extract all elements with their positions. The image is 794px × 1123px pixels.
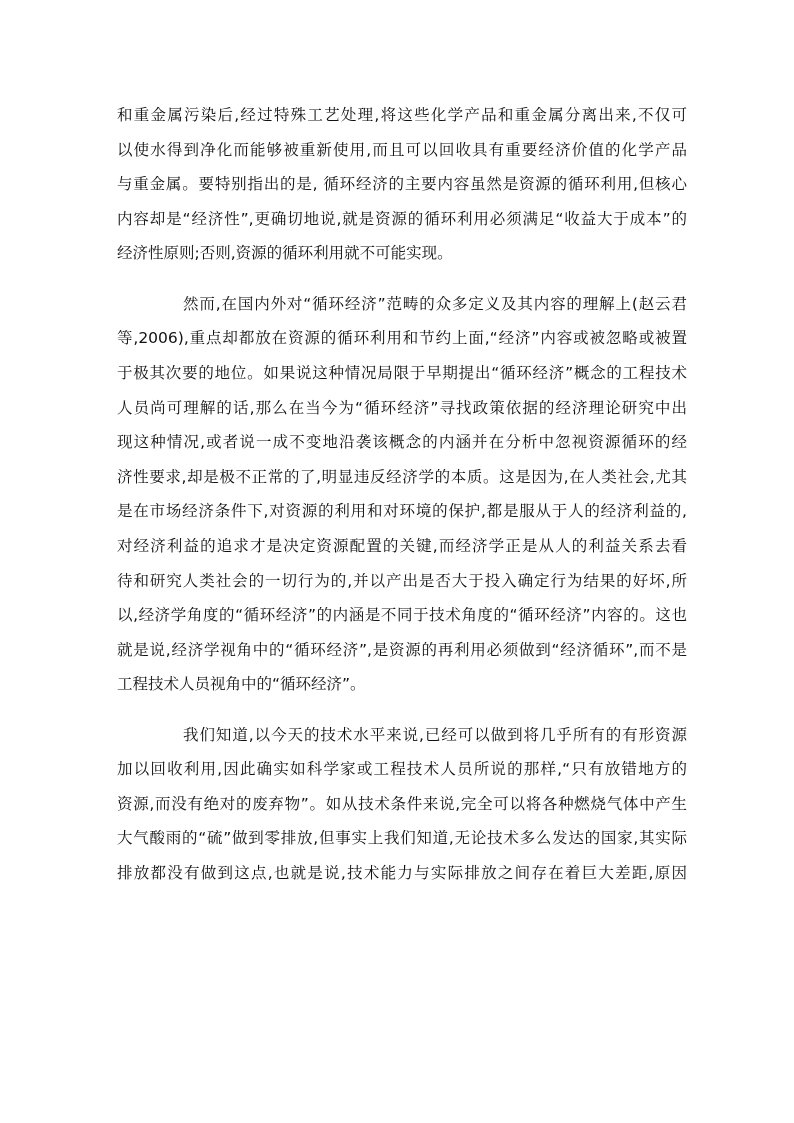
text-line: 我们知道,以今天的技术水平来说,已经可以做到将几乎所有的有形资源 [183,725,687,744]
text-line: 资源,而没有绝对的废弃物”。如从技术条件来说,完全可以将各种燃烧气体中产生 [117,794,687,813]
text-line: 济性要求,却是极不正常的了,明显违反经济学的本质。这是因为,在人类社会,尤其 [117,467,687,486]
paragraph-3 [117,718,687,891]
text-line: 内容却是“经济性”,更确切地说,就是资源的循环利用必须满足“收益大于成本”的 [117,209,687,228]
text-line: 排放都没有做到这点,也就是说,技术能力与实际排放之间存在着巨大差距,原因 [117,864,687,883]
text-line: 然而,在国内外对“循环经济”范畴的众多定义及其内容的理解上(赵云君 [183,294,687,313]
text-line: 以,经济学角度的“循环经济”的内涵是不同于技术角度的“循环经济”内容的。这也 [117,606,687,625]
paragraph-gap [117,271,687,287]
text-line: 是在市场经济条件下,对资源的利用和对环境的保护,都是服从于人的经济利益的, [117,502,687,521]
paragraph-1 [117,98,687,271]
text-line: 对经济利益的追求才是决定资源配置的关键,而经济学正是从人的利益关系去看 [117,536,687,555]
text-line: 经济性原则;否则,资源的循环利用就不可能实现。 [117,244,453,263]
text-line: 加以回收利用,因此确实如科学家或工程技术人员所说的那样,“只有放错地方的 [117,760,687,779]
text-line: 人员尚可理解的话,那么在当今为“循环经济”寻找政策依据的经济理论研究中出 [117,398,687,417]
text-line: 现这种情况,或者说一成不变地沿袭该概念的内涵并在分析中忽视资源循环的经 [117,433,687,452]
text-line: 待和研究人类社会的一切行为的,并以产出是否大于投入确定行为结果的好坏,所 [117,571,687,590]
text-line: 以使水得到净化而能够被重新使用,而且可以回收具有重要经济价值的化学产品 [117,140,687,159]
text-line: 与重金属。要特别指出的是, 循环经济的主要内容虽然是资源的循环利用,但核心 [117,175,687,194]
text-line: 大气酸雨的“硫”做到零排放,但事实上我们知道,无论技术多么发达的国家,其实际 [117,829,687,848]
paragraph-gap [117,702,687,718]
text-line: 于极其次要的地位。如果说这种情况局限于早期提出“循环经济”概念的工程技术 [117,363,687,382]
text-line: 等,2006),重点却都放在资源的循环利用和节约上面,“经济”内容或被忽略或被置 [117,329,687,348]
text-line: 工程技术人员视角中的“循环经济”。 [117,675,366,694]
text-line: 就是说,经济学视角中的“循环经济”,是资源的再利用必须做到“经济循环”,而不是 [117,640,687,659]
body-text [117,98,687,891]
text-line: 和重金属污染后,经过特殊工艺处理,将这些化学产品和重金属分离出来,不仅可 [117,106,687,124]
paragraph-2 [117,287,687,702]
